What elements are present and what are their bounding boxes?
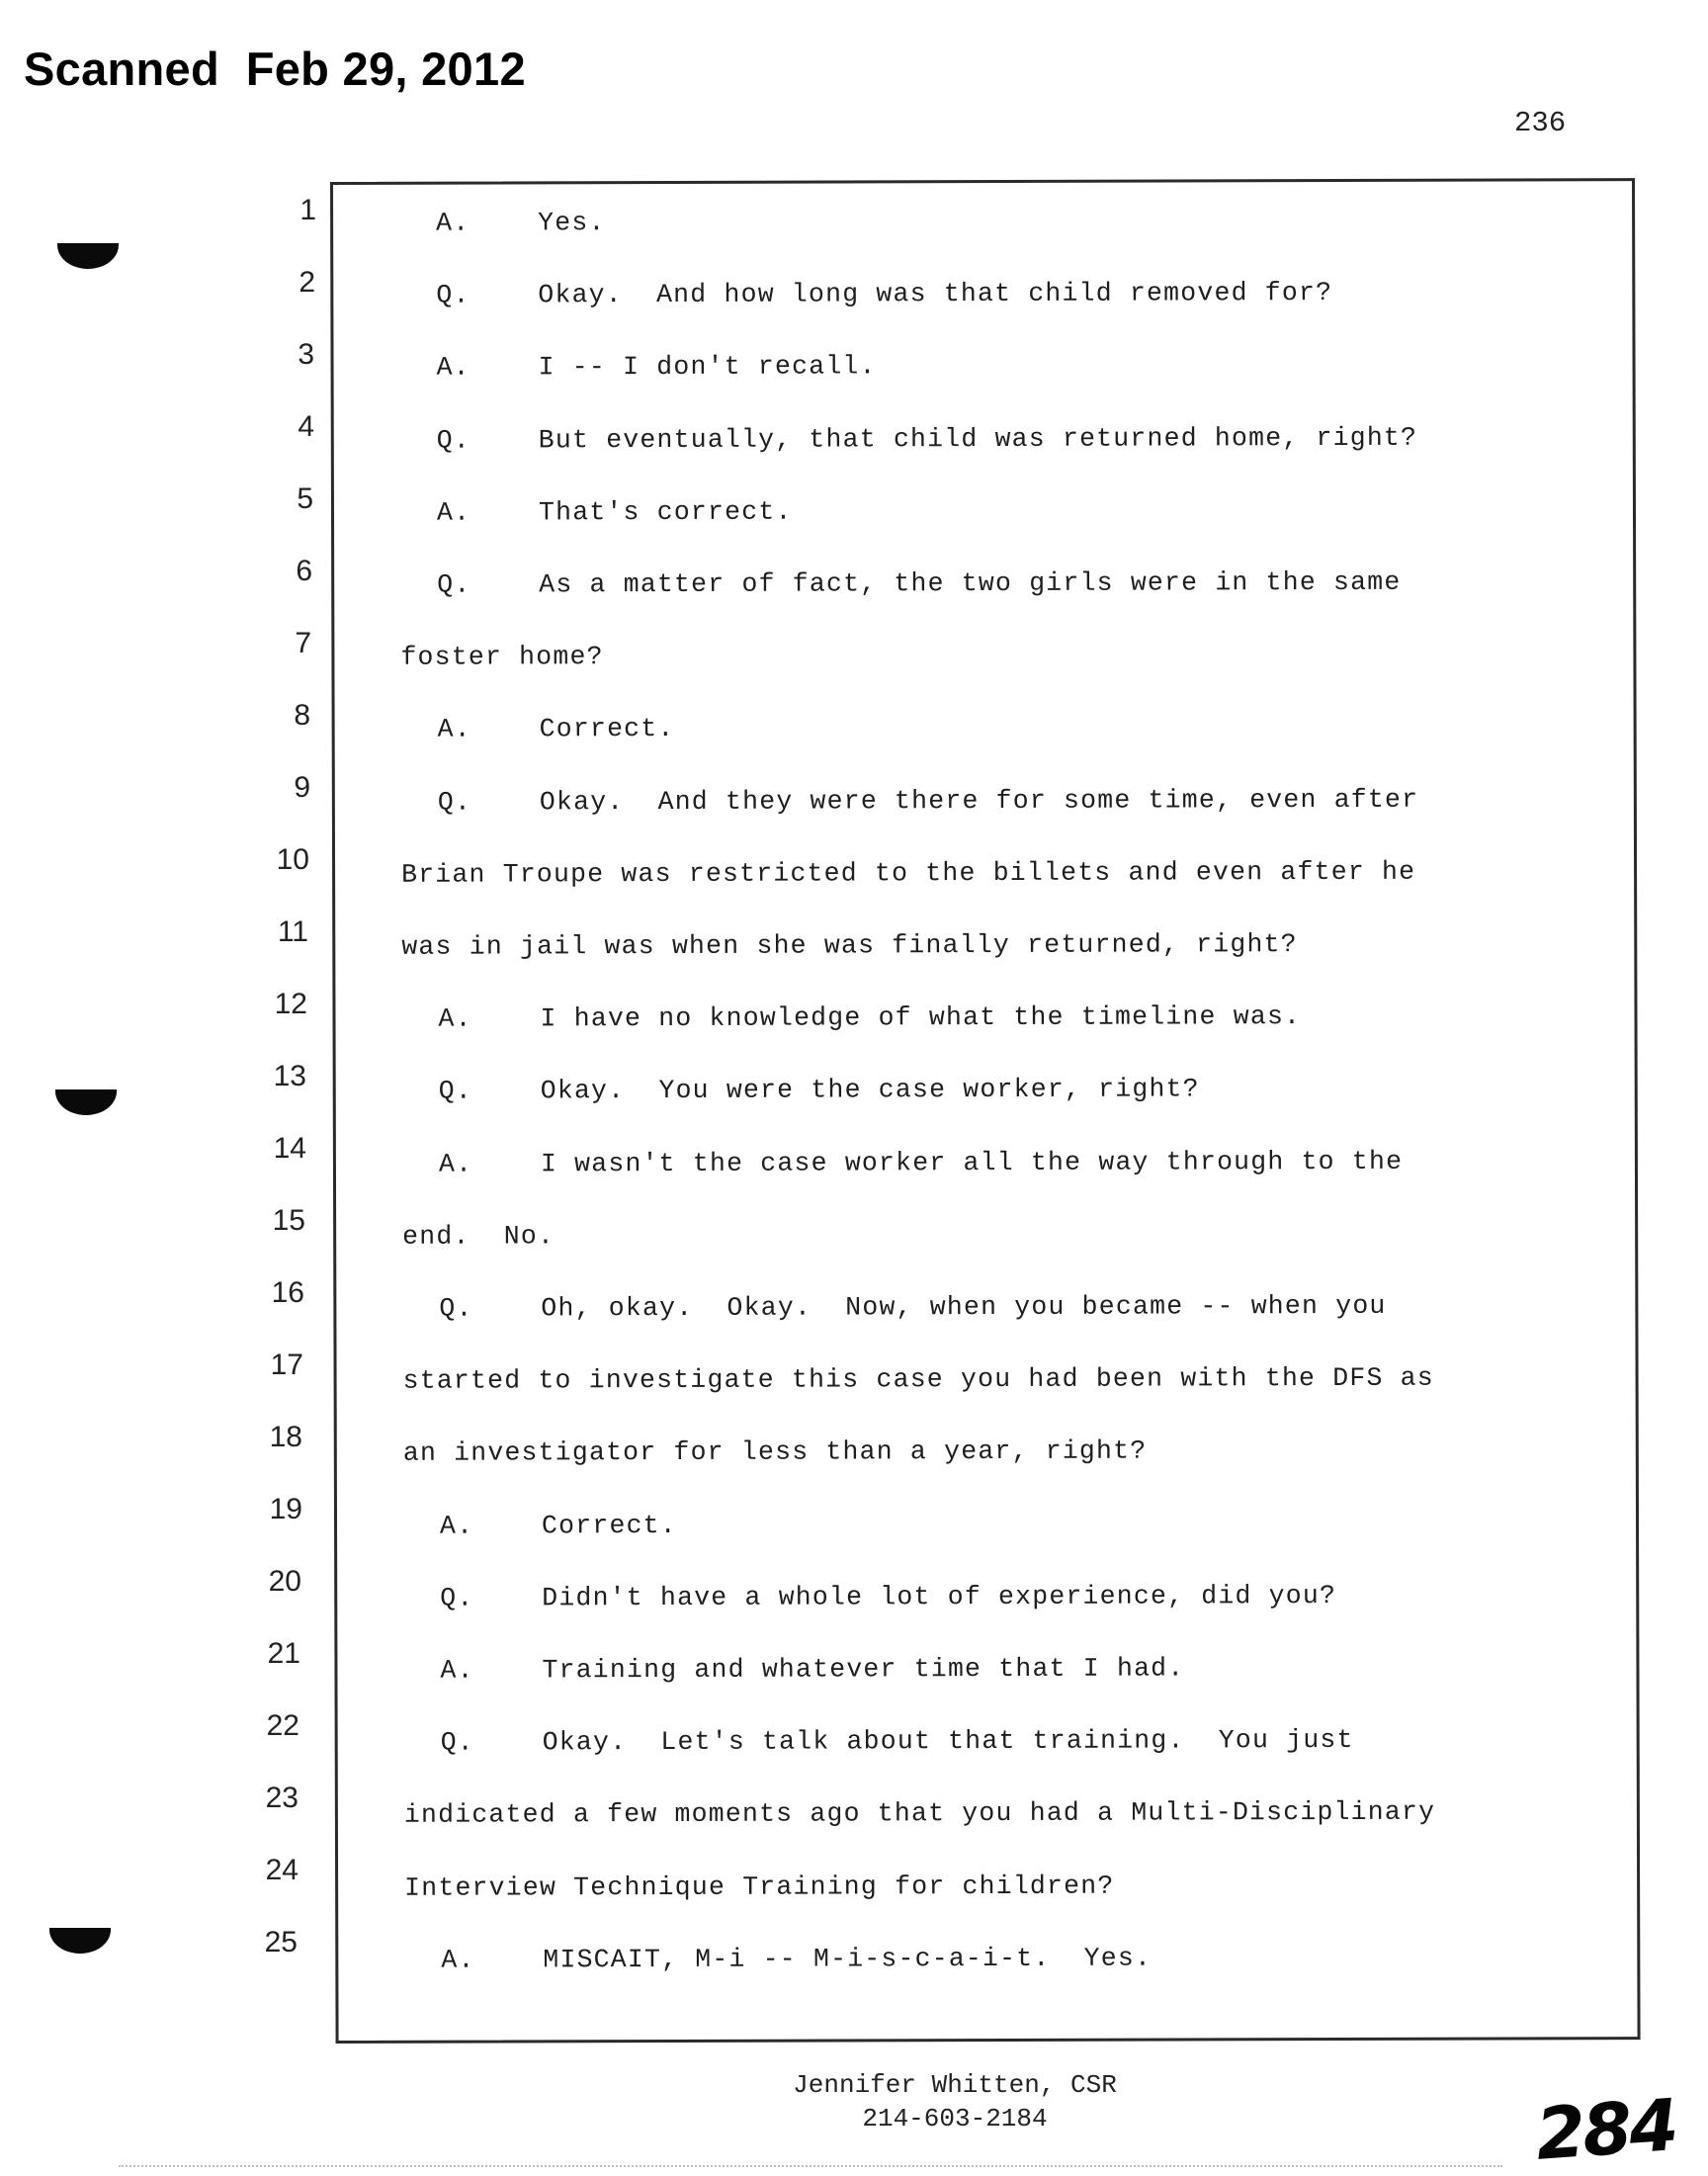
transcript-line bbox=[334, 566, 1633, 610]
line-number: 19 bbox=[269, 1492, 302, 1525]
line-text: indicated a few moments ago that you had a Multi-Disciplinary bbox=[403, 1797, 1436, 1831]
speaker-label: A. bbox=[436, 497, 471, 528]
line-text: was in jail was when she was finally returned, right? bbox=[401, 929, 1298, 962]
line-number: 11 bbox=[277, 914, 308, 948]
speaker-label: A. bbox=[438, 1003, 472, 1034]
line-number: 15 bbox=[272, 1203, 305, 1237]
transcript-line bbox=[336, 1290, 1635, 1334]
scan-edge-artifact bbox=[119, 2165, 1502, 2167]
line-number: 10 bbox=[276, 842, 309, 876]
speaker-label: A. bbox=[441, 1945, 475, 1975]
speaker-label: Q. bbox=[436, 425, 471, 456]
line-text: end. No. bbox=[402, 1221, 555, 1252]
line-number: 7 bbox=[295, 626, 311, 659]
transcript-line bbox=[337, 1508, 1636, 1551]
transcript-body-box bbox=[330, 178, 1641, 2044]
line-text: Brian Troupe was restricted to the billets and even after he bbox=[401, 856, 1416, 890]
speaker-label: Q. bbox=[440, 1727, 474, 1758]
transcript-line bbox=[336, 1146, 1635, 1189]
speaker-label: A. bbox=[439, 1511, 474, 1541]
line-text: Didn't have a whole lot of experience, did you? bbox=[542, 1580, 1337, 1613]
line-number: 24 bbox=[265, 1853, 299, 1886]
line-number: 21 bbox=[267, 1636, 300, 1670]
line-number: 9 bbox=[294, 770, 310, 804]
line-number: 12 bbox=[274, 987, 307, 1020]
transcript-line bbox=[338, 1796, 1637, 1840]
speaker-label: Q. bbox=[439, 1293, 473, 1324]
speaker-label: A. bbox=[436, 352, 470, 384]
speaker-label: Q. bbox=[437, 787, 472, 818]
line-number: 13 bbox=[273, 1059, 306, 1092]
transcript-line bbox=[335, 928, 1634, 972]
scan-date-stamp: Scanned Feb 29, 2012 bbox=[24, 43, 526, 95]
line-number: 14 bbox=[273, 1131, 306, 1165]
line-text: That's correct. bbox=[538, 496, 793, 528]
line-number: 2 bbox=[299, 265, 315, 299]
line-text: Okay. And they were there for some time, even after bbox=[539, 784, 1419, 817]
transcript-line bbox=[338, 1724, 1637, 1768]
speaker-label: Q. bbox=[438, 1076, 472, 1107]
transcript-line bbox=[337, 1652, 1636, 1696]
transcript-line bbox=[337, 1362, 1636, 1406]
transcript-line bbox=[338, 1870, 1637, 1913]
line-text: Oh, okay. Okay. Now, when you became -- when you bbox=[541, 1290, 1387, 1324]
page-number: 236 bbox=[1514, 107, 1567, 139]
line-number: 23 bbox=[265, 1781, 299, 1814]
line-number: 25 bbox=[264, 1925, 298, 1958]
line-text: Yes. bbox=[538, 208, 606, 238]
transcript-line bbox=[333, 205, 1632, 248]
line-number: 16 bbox=[271, 1275, 304, 1309]
line-text: Okay. You were the case worker, right? bbox=[540, 1074, 1200, 1106]
court-reporter-name: Jennifer Whitten, CSR bbox=[793, 2070, 1117, 2100]
speaker-label: Q. bbox=[440, 1583, 474, 1613]
transcript-line bbox=[336, 1218, 1635, 1262]
speaker-label: A. bbox=[438, 1149, 473, 1179]
handwritten-page-number: 284 bbox=[1533, 2083, 1679, 2176]
transcript-line bbox=[335, 856, 1634, 900]
line-number: 6 bbox=[296, 554, 312, 587]
line-number: 8 bbox=[294, 698, 310, 732]
speaker-label: A. bbox=[437, 714, 471, 745]
line-text: Correct. bbox=[541, 1510, 677, 1540]
line-number: 5 bbox=[297, 481, 313, 515]
transcript-line bbox=[333, 277, 1632, 320]
line-number: 3 bbox=[298, 337, 314, 371]
line-text: MISCAIT, M-i -- M-i-s-c-a-i-t. Yes. bbox=[543, 1943, 1153, 1975]
line-text: an investigator for less than a year, right? bbox=[402, 1436, 1148, 1469]
transcript-line bbox=[335, 1001, 1634, 1044]
court-reporter-phone: 214-603-2184 bbox=[862, 2104, 1048, 2133]
line-text: Training and whatever time that I had. bbox=[542, 1653, 1185, 1686]
transcript-line bbox=[337, 1435, 1636, 1478]
transcript-line bbox=[334, 639, 1633, 682]
line-text: As a matter of fact, the two girls were in the same bbox=[539, 566, 1402, 600]
line-number: 20 bbox=[268, 1564, 301, 1598]
transcript-line bbox=[336, 1073, 1635, 1116]
line-text: I have no knowledge of what the timeline was. bbox=[540, 1001, 1302, 1034]
speaker-label: A. bbox=[440, 1655, 474, 1686]
line-text: I wasn't the case worker all the way through to the bbox=[540, 1146, 1404, 1178]
page-footer bbox=[0, 2068, 1708, 2135]
line-text: But eventually, that child was returned home, right? bbox=[538, 422, 1418, 455]
line-text: started to investigate this case you had been with the DFS as bbox=[402, 1362, 1434, 1396]
line-number: 1 bbox=[299, 194, 316, 226]
line-text: Interview Technique Training for children? bbox=[404, 1871, 1115, 1903]
speaker-label: A. bbox=[436, 208, 470, 238]
line-number: 17 bbox=[270, 1348, 303, 1381]
transcript-line bbox=[338, 1942, 1637, 1985]
line-text: foster home? bbox=[400, 642, 604, 672]
line-text: I -- I don't recall. bbox=[538, 351, 877, 383]
transcript-line bbox=[337, 1580, 1636, 1623]
transcript-line bbox=[335, 711, 1634, 754]
transcript-line bbox=[334, 494, 1633, 538]
line-text: Okay. Let's talk about that training. You just bbox=[542, 1725, 1354, 1758]
speaker-label: Q. bbox=[436, 280, 470, 310]
transcript-line bbox=[334, 349, 1633, 392]
line-number-column bbox=[0, 0, 326, 2175]
line-number: 4 bbox=[298, 409, 314, 443]
line-text: Okay. And how long was that child removed for? bbox=[538, 278, 1333, 310]
speaker-label: Q. bbox=[437, 569, 471, 600]
transcript-line bbox=[335, 784, 1634, 827]
line-number: 22 bbox=[266, 1708, 299, 1742]
line-text: Correct. bbox=[539, 714, 675, 744]
transcript-line bbox=[334, 422, 1633, 466]
line-number: 18 bbox=[269, 1420, 302, 1453]
